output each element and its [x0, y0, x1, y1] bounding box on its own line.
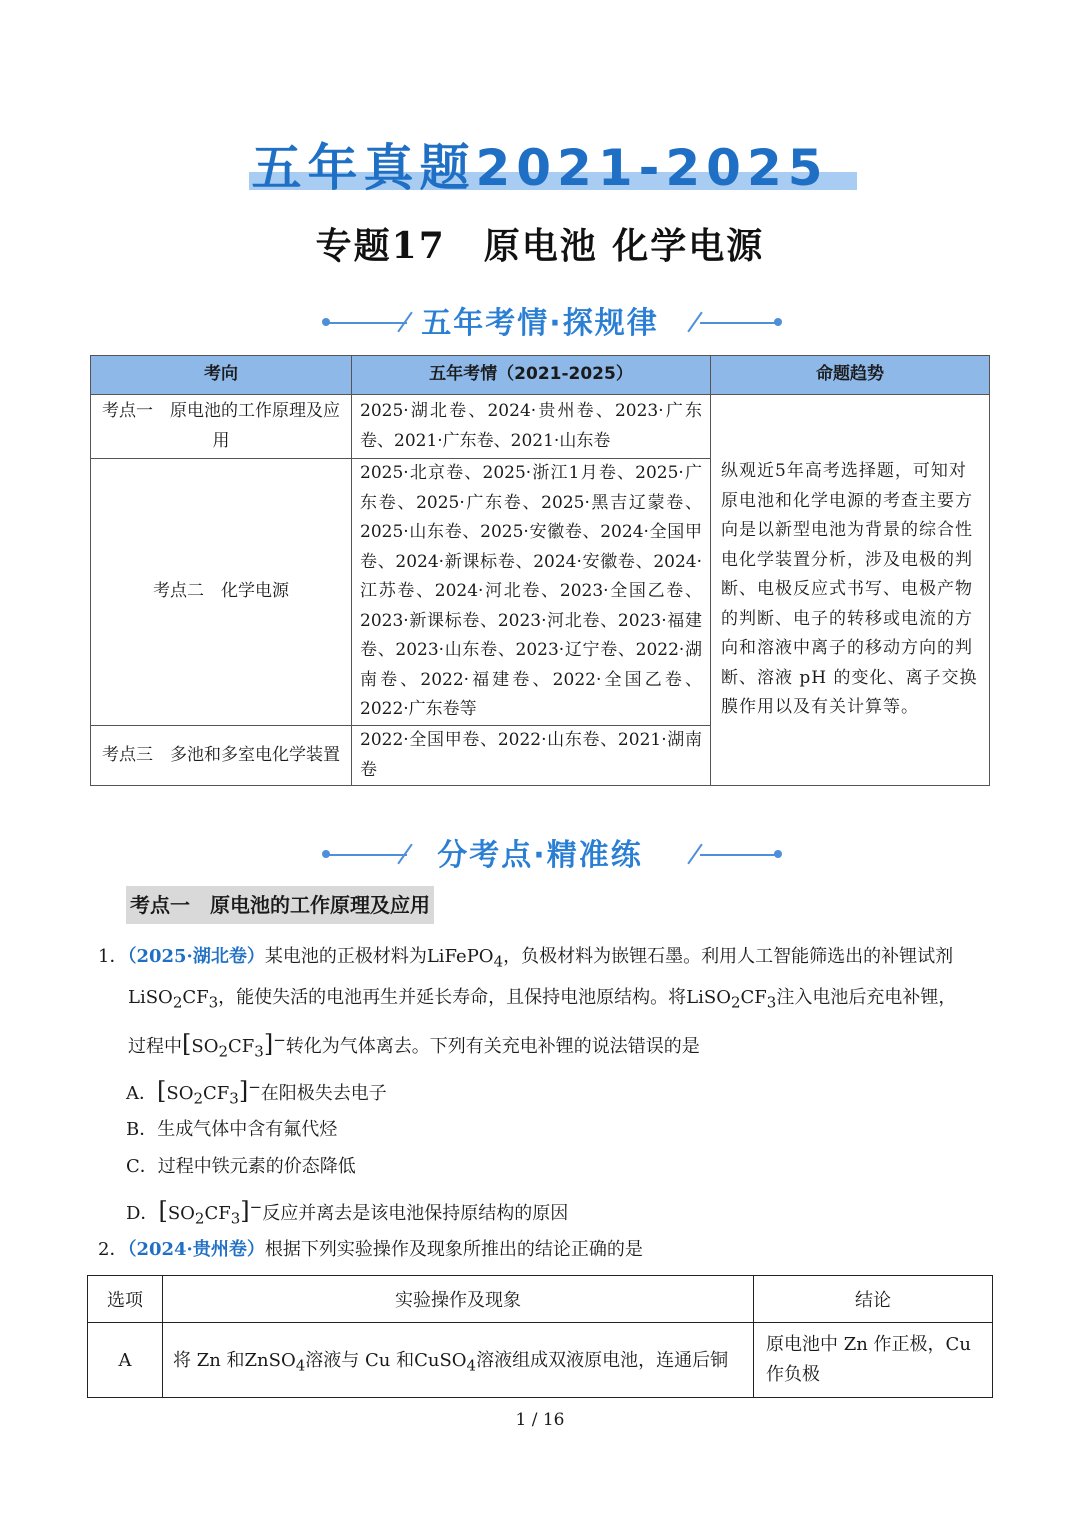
table-row [88, 1323, 993, 1398]
table-header-row [88, 1276, 993, 1323]
question-text: 过程中 [128, 1036, 182, 1057]
option-label: A． [126, 1083, 157, 1104]
option-text: 反应并离去是该电池保持原结构的原因 [262, 1203, 569, 1224]
section-header-trends [0, 298, 1080, 348]
question-1-line-3 [128, 1028, 700, 1064]
option-label: D． [126, 1203, 159, 1224]
header-operation: 实验操作及现象 [163, 1276, 754, 1323]
main-title-text: 五年真题2021-2025 [251, 139, 829, 197]
formula-lifepo4: LiFePO$_4$ [426, 946, 504, 971]
option-label: B． [126, 1119, 158, 1140]
experiment-table [87, 1275, 993, 1398]
operation-text: 溶液与 Cu 和 [305, 1349, 415, 1371]
conclusion-cell: 原电池中 Zn 作正极，Cu 作负极 [754, 1323, 993, 1398]
exam-summary-table [90, 355, 990, 786]
header-trend: 命题趋势 [711, 356, 990, 395]
question-number: 1． [98, 946, 128, 967]
formula-cuso4: CuSO$_4$ [414, 1349, 477, 1375]
option-text: 生成气体中含有氟代烃 [157, 1119, 338, 1140]
formula-liso2cf3: $LiSO_2CF_3$ [686, 987, 777, 1012]
formula-liso2cf3: $LiSO_2CF_3$ [128, 987, 219, 1012]
formula-so2cf3-ion: $[SO_2CF_3]^-$ [182, 1030, 286, 1061]
decor-line-right [700, 854, 778, 856]
question-2-line-1 [98, 1238, 643, 1262]
question-text: ，负极材料为嵌锂石墨。利用人工智能筛选出的补锂试剂 [503, 946, 954, 967]
question-1-line-1 [98, 945, 953, 974]
exams-cell: 2025·北京卷、2025·浙江1月卷、2025·广东卷、2025·广东卷、2025·黑吉辽蒙卷、2025·山东卷、2025·安徽卷、2024·全国甲卷、2024·新课标卷、2024·安徽卷、2024·江苏卷、2024·河北卷、2023·全国乙卷、2023·新课标卷、2023·河北卷、2023·福建卷、2023·山东卷、2023·辽宁卷、2022·湖南卷、2022·福建卷、2022·全国乙卷、2022·广东卷等 [352, 459, 711, 726]
question-text: 某电池的正极材料为 [264, 946, 427, 967]
option-cell: A [88, 1323, 163, 1398]
option-d[interactable] [126, 1195, 568, 1231]
option-b[interactable] [126, 1118, 337, 1142]
option-c[interactable] [126, 1155, 356, 1179]
trend-cell: 纵观近5年高考选择题，可知对原电池和化学电源的考查主要方向是以新型电池为背景的综合性电化学装置分析，涉及电极的判断、电极反应式书写、电极产物的判断、电子的转移或电流的方向和溶液中离子的移动方向的判断、溶液 pH 的变化、离子交换膜作用以及有关计算等。 [711, 395, 990, 786]
header-conclusion: 结论 [754, 1276, 993, 1323]
operation-text: 溶液组成双液原电池，连通后铜 [476, 1349, 729, 1371]
decor-dot-right [774, 318, 782, 326]
topic-cell: 考点一 原电池的工作原理及应用 [91, 395, 352, 459]
question-number: 2． [98, 1239, 128, 1260]
option-text: 过程中铁元素的价态降低 [157, 1156, 356, 1177]
question-source: （2024·贵州卷） [127, 1239, 265, 1260]
option-text: 在阳极失去电子 [260, 1083, 387, 1104]
topic-cell: 考点三 多池和多室电化学装置 [91, 726, 352, 786]
header-topic: 考向 [91, 356, 352, 395]
table-header-row [91, 356, 990, 395]
operation-text: 将 Zn 和 [173, 1349, 245, 1371]
option-label: C． [126, 1156, 158, 1177]
section-header-practice [0, 830, 1080, 880]
sub-title: 专题17 原电池 化学电源 [315, 225, 765, 267]
formula-znso4: ZnSO$_4$ [244, 1349, 306, 1375]
question-text: 根据下列实验操作及现象所推出的结论正确的是 [264, 1239, 643, 1260]
section-title: 五年考情·探规律 [421, 306, 659, 341]
operation-cell [163, 1323, 754, 1398]
decor-dot-right [774, 850, 782, 858]
formula-so2cf3-ion: $[SO_2CF_3]^-$ [157, 1077, 261, 1108]
question-text: 注入电池后充电补锂， [776, 987, 957, 1008]
section-title: 分考点·精准练 [437, 838, 643, 873]
question-text: 转化为气体离去。下列有关充电补锂的说法错误的是 [285, 1036, 700, 1057]
question-source: （2025·湖北卷） [127, 946, 265, 967]
table-row [91, 395, 990, 459]
formula-so2cf3-ion: $[SO_2CF_3]^-$ [158, 1197, 263, 1228]
header-exams: 五年考情（2021-2025） [352, 356, 711, 395]
question-text: ，能使失活的电池再生并延长寿命，且保持电池原结构。将 [218, 987, 687, 1008]
knowledge-point-heading: 考点一 原电池的工作原理及应用 [126, 886, 434, 924]
topic-cell: 考点二 化学电源 [91, 459, 352, 726]
exams-cell: 2022·全国甲卷、2022·山东卷、2021·湖南卷 [352, 726, 711, 786]
exams-cell: 2025·湖北卷、2024·贵州卷、2023·广东卷、2021·广东卷、2021·山东卷 [352, 395, 711, 459]
main-title [0, 128, 1080, 200]
decor-line-right [700, 322, 778, 324]
question-1-line-2 [128, 986, 956, 1015]
header-option: 选项 [88, 1276, 163, 1323]
option-a[interactable] [126, 1075, 387, 1111]
page-number: 1 / 16 [515, 1410, 565, 1430]
